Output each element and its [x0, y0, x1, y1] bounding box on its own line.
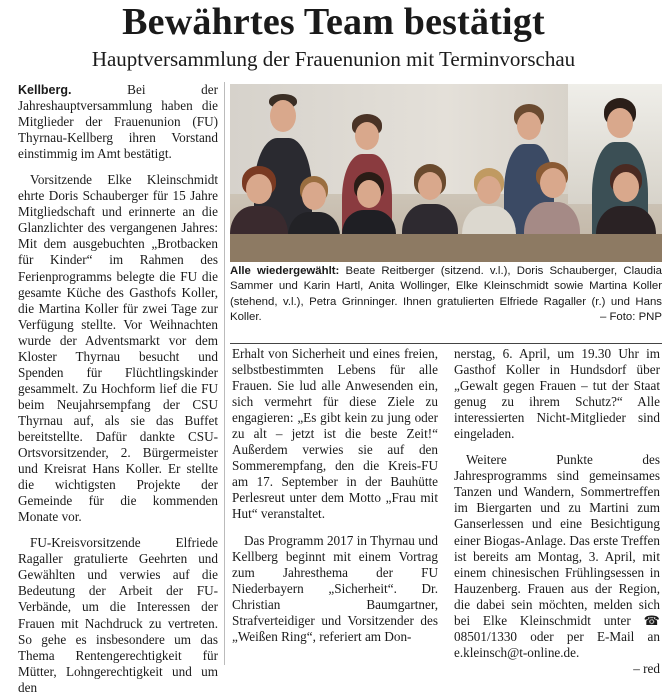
- article-column-2: [232, 346, 438, 645]
- author-signature: – red: [633, 660, 660, 676]
- article-column-3: [454, 346, 660, 677]
- intro-text: Bei der Jahreshauptversammlung haben die Mitglieder der Frauenunion (FU) Thyrnau-Kellberg ihren Vorstand einstimmig im Amt bestätigt.: [18, 82, 218, 162]
- caption-text: Beate Reitberger (sitzend. v.l.), Doris Schauberger, Claudia Sammer und Karin Hartl, Anita Wollinger, Elke Kleinschmidt sowie Martina Koller (stehend, v.l.), Petra Grinninger. Ihnen gratulierten Elfriede Ragaller (r.) und Hans Koller.: [230, 265, 662, 324]
- headline: Bewährtes Team bestätigt: [122, 1, 545, 43]
- paragraph-events: Weitere Punkte des Jahresprogramms sind gemeinsames Tanzen und Wandern, Sommertreffen im Biergarten und zu Martini zum Ganserlessen und eine Besichtigung einer Biogas-Anlage. Das erste Treffen ist bereits am Montag, 3. April, mit einem chinesischen Frühlingsessen in Hauzenberg. Frauen aus der Region, die dabei sein möchten, melden sich bei Elke Kleinschmidt unter ☎ 08501/1330 oder per E-Mail an e.kleinsch@t-online.de.: [454, 452, 660, 660]
- paragraph-district-chair: FU-Kreisvorsitzende Elfriede Ragaller gratulierte Geehrten und Gewählten und verwies auf die Bedeutung der Arbeit der FU-Verbände, um die Interessen der Frauen mit Nachdruck zu vertreten. So gehe es insbesondere um das Thema Rentengerechtigkeit für Mütter, Lohngerechtigkeit und um den: [18, 535, 218, 695]
- paragraph-lecture: nerstag, 6. April, um 19.30 Uhr im Gasthof Koller in Hundsdorf über „Gewalt gegen Frauen – tut der Staat genug zu ihrem Schutz?“ Alle interessierten Nicht-Mitglieder sind eingeladen.: [454, 346, 660, 442]
- photo-credit: – Foto: PNP: [599, 311, 662, 324]
- paragraph-program: Das Programm 2017 in Thyrnau und Kellberg beginnt mit einem Vortrag zum Jahresthema der FU Niederbayern „Sicherheit“. Dr. Christian Baumgartner, Strafverteidiger und Vorsitzender des „Weißen Ring“, referiert am Don-: [232, 532, 438, 644]
- photo-table: [230, 234, 662, 262]
- paragraph-honors: Vorsitzende Elke Kleinschmidt ehrte Doris Schauberger für 15 Jahre Mitgliedschaft und erinnerte an die Glanzlichter des vergangenen Jahres: Mit dem ausgebuchten „Brotbacken für Kinder“ im Rahmen des Ferienprogramms belegte die FU die gesamte Küche des Gasthofs Koller, die Martina Koller für zwei Tage zur Verfügung stellte. Vor Weihnachten wurde der Adventsmarkt vor dem Kloster Thyrnau besucht und Spenden für Flüchtlingskinder gesammelt. Zu Hochform lief die FU beim Neujahrsempfang der CSU Thyrnau auf, als sie das Buffet bereitstellte. Dafür dankte CSU-Ortsvorsitzender, 2. Bürgermeister und Kreisrat Hans Koller. Er stellte die wichtigsten Projekte der Gemeinde für die kommenden Monate vor.: [18, 172, 218, 525]
- paragraph-intro: [18, 82, 218, 162]
- column-separator: [224, 82, 225, 665]
- group-photo: [230, 84, 662, 262]
- photo-caption: [230, 264, 662, 326]
- dateline: Kellberg.: [18, 83, 72, 97]
- paragraph-safety: Erhalt von Sicherheit und eines freien, selbstbestimmten Lebens für alle Frauen. Sie lud alle Anwesenden ein, sich vermehrt für diese Ziele zu engagieren: „Es gibt kein zu jung oder zu alt – jetzt ist die beste Zeit!“ Außerdem verwies sie auf den Sommerempfang, den die Kreis-FU am 17. September in der Bauhütte Perlesreut unter dem Motto „Frau mit Hut“ veranstaltet.: [232, 346, 438, 522]
- article-column-1: [18, 82, 218, 696]
- subheadline: Hauptversammlung der Frauenunion mit Terminvorschau: [91, 47, 576, 71]
- caption-rule: [230, 343, 662, 344]
- caption-lead: Alle wiedergewählt:: [230, 265, 340, 277]
